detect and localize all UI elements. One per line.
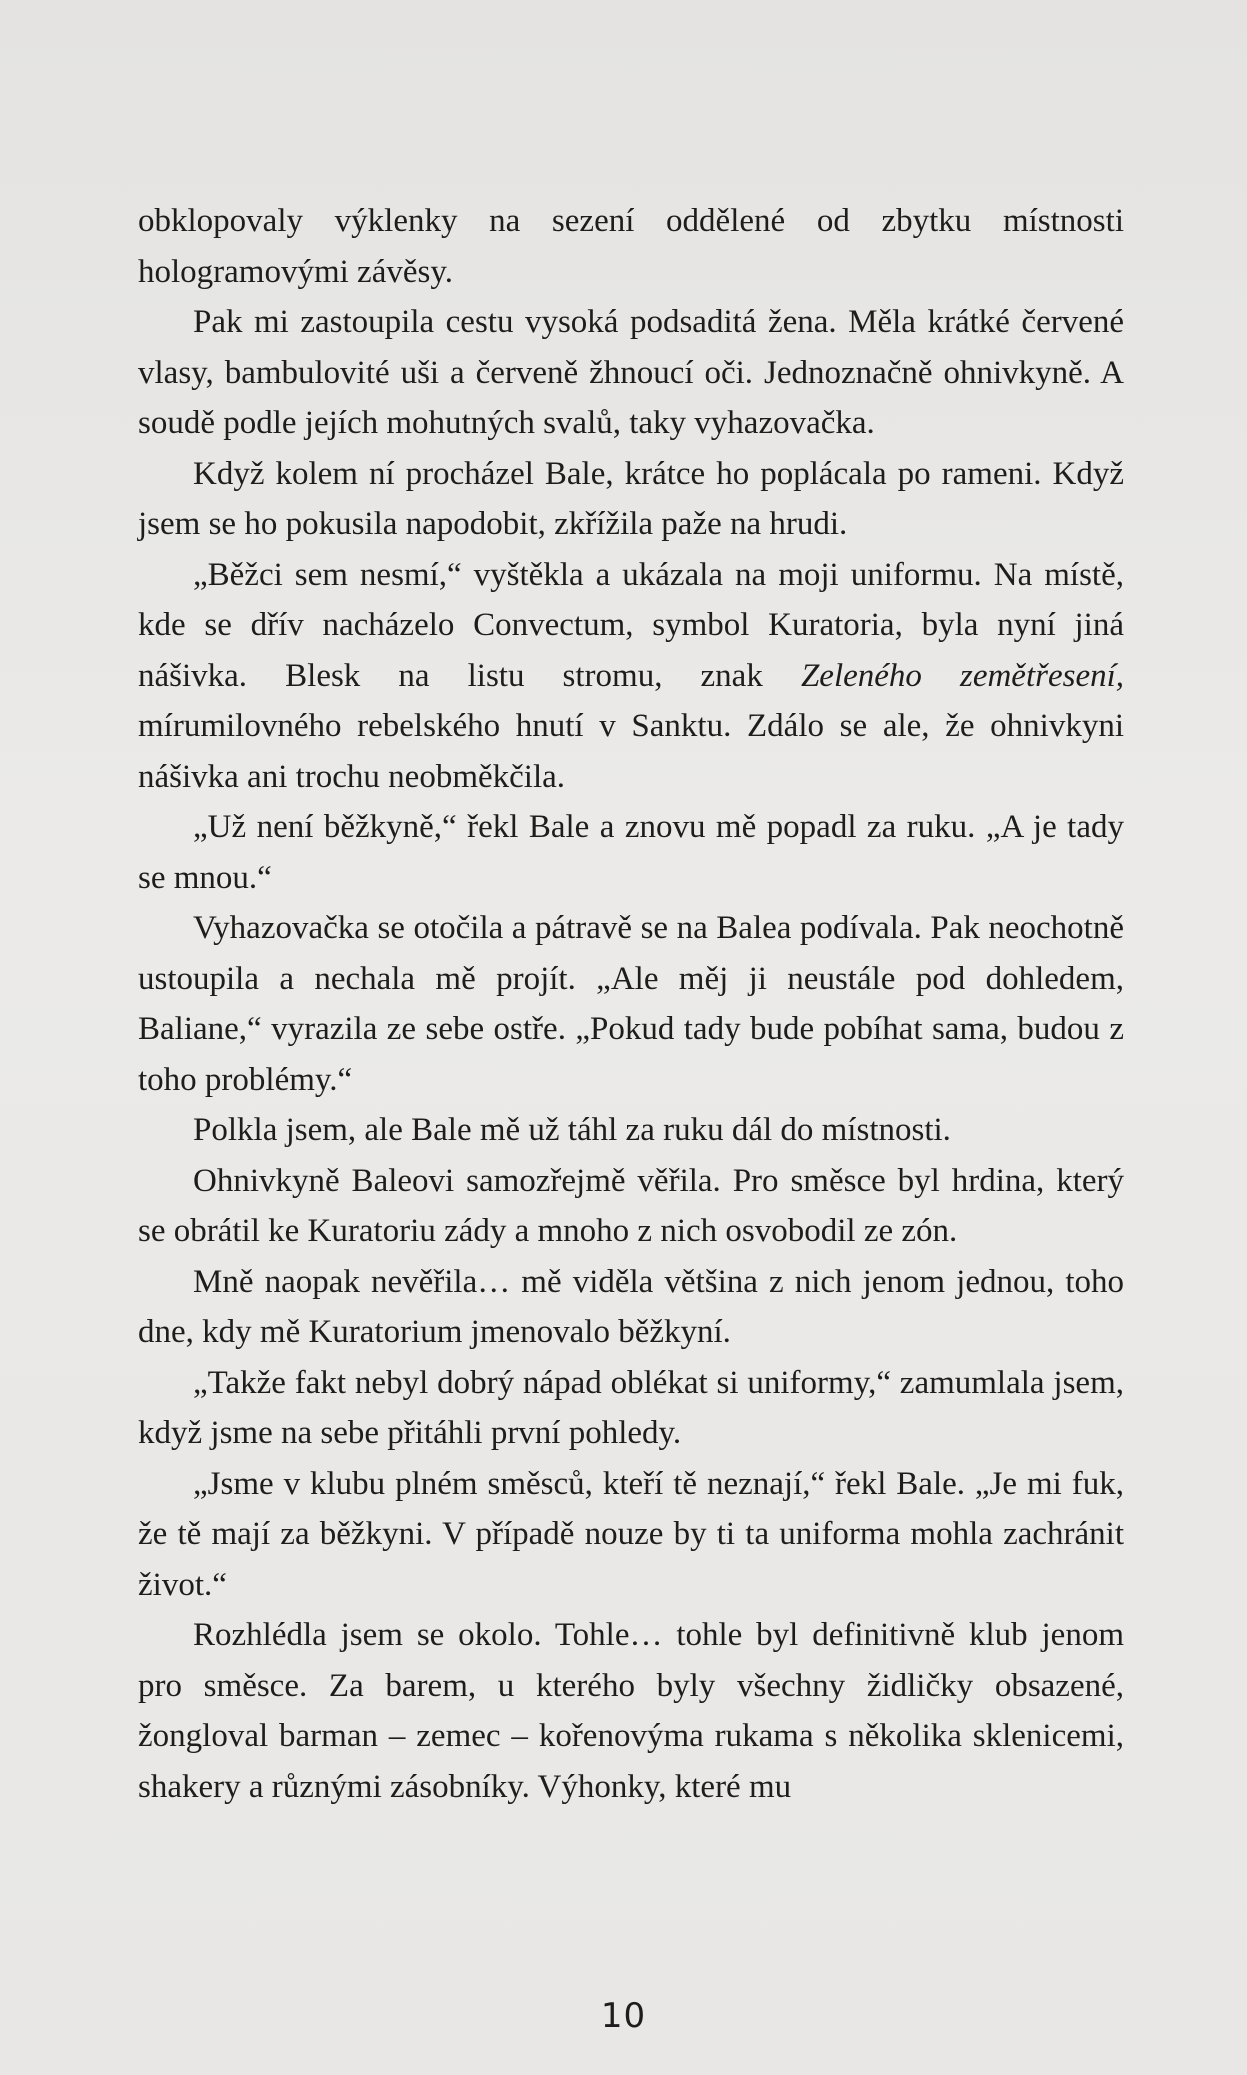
book-page-text [138,196,1124,1812]
paragraph [138,550,1124,803]
page-number: 10 [600,1996,647,2036]
paragraph-text: mírumilovného rebelského hnutí v Sanktu. Zdálo se ale, že ohnivkyni nášivka ani trochu neobměkčila. [138,708,1124,795]
paragraph: „Jsme v klubu plném směsců, kteří tě neznají,“ řekl Bale. „Je mi fuk, že tě mají za běžkyni. V případě nouze by ti ta uniforma mohla zachránit život.“ [138,1465,1124,1603]
paragraph: Rozhlédla jsem se okolo. Tohle… tohle byl definitivně klub jenom pro směsce. Za barem, u kterého byly všechny židličky obsazené, žongloval barman – zemec – kořenovýma rukama s několika sklenicemi, shakery a různými zásobníky. Výhonky, které mu [138,1617,1124,1805]
paragraph: Pak mi zastoupila cestu vysoká podsaditá žena. Měla krátké červené vlasy, bambulovité uši a červeně žhnoucí oči. Jednoznačně ohnivkyně. A soudě podle jejích mohutných svalů, taky vyhazovačka. [138,304,1124,441]
paragraph: Když kolem ní procházel Bale, krátce ho poplácala po rameni. Když jsem se ho pokusila napodobit, zkřížila paže na hrudi. [138,455,1124,542]
paragraph: „Už není běžkyně,“ řekl Bale a znovu mě popadl za ruku. „A je tady se mnou.“ [138,809,1124,896]
paragraph: obklopovaly výklenky na sezení oddělené od zbytku místnosti hologramovými závěsy. [138,203,1124,290]
paragraph: Polkla jsem, ale Bale mě už táhl za ruku dál do místnosti. [193,1112,951,1148]
italic-phrase: Zeleného zemětřesení, [800,657,1125,694]
paragraph: Vyhazovačka se otočila a pátravě se na Balea podívala. Pak neochotně ustoupila a nechala mě projít. „Ale měj ji neustále pod dohledem, Baliane,“ vyrazila ze sebe ostře. „Pokud tady bude pobíhat sama, budou z toho problémy.“ [138,910,1124,1098]
paragraph: Mně naopak nevěřila… mě viděla většina z nich jenom jednou, toho dne, kdy mě Kuratorium jmenovalo běžkyní. [138,1263,1124,1350]
paragraph: Ohnivkyně Baleovi samozřejmě věřila. Pro směsce byl hrdina, který se obrátil ke Kuratoriu zády a mnoho z nich osvobodil ze zón. [138,1162,1124,1249]
paragraph: „Takže fakt nebyl dobrý nápad oblékat si uniformy,“ zamumlala jsem, když jsme na sebe přitáhli první pohledy. [138,1364,1124,1451]
paragraph-text: „Běžci sem nesmí,“ vyštěkla a ukázala na moji uniformu. Na místě, kde se dřív nacházelo Convectum, symbol Kuratoria, byla nyní jiná nášivka. Blesk na listu stromu, znak [138,556,1124,694]
